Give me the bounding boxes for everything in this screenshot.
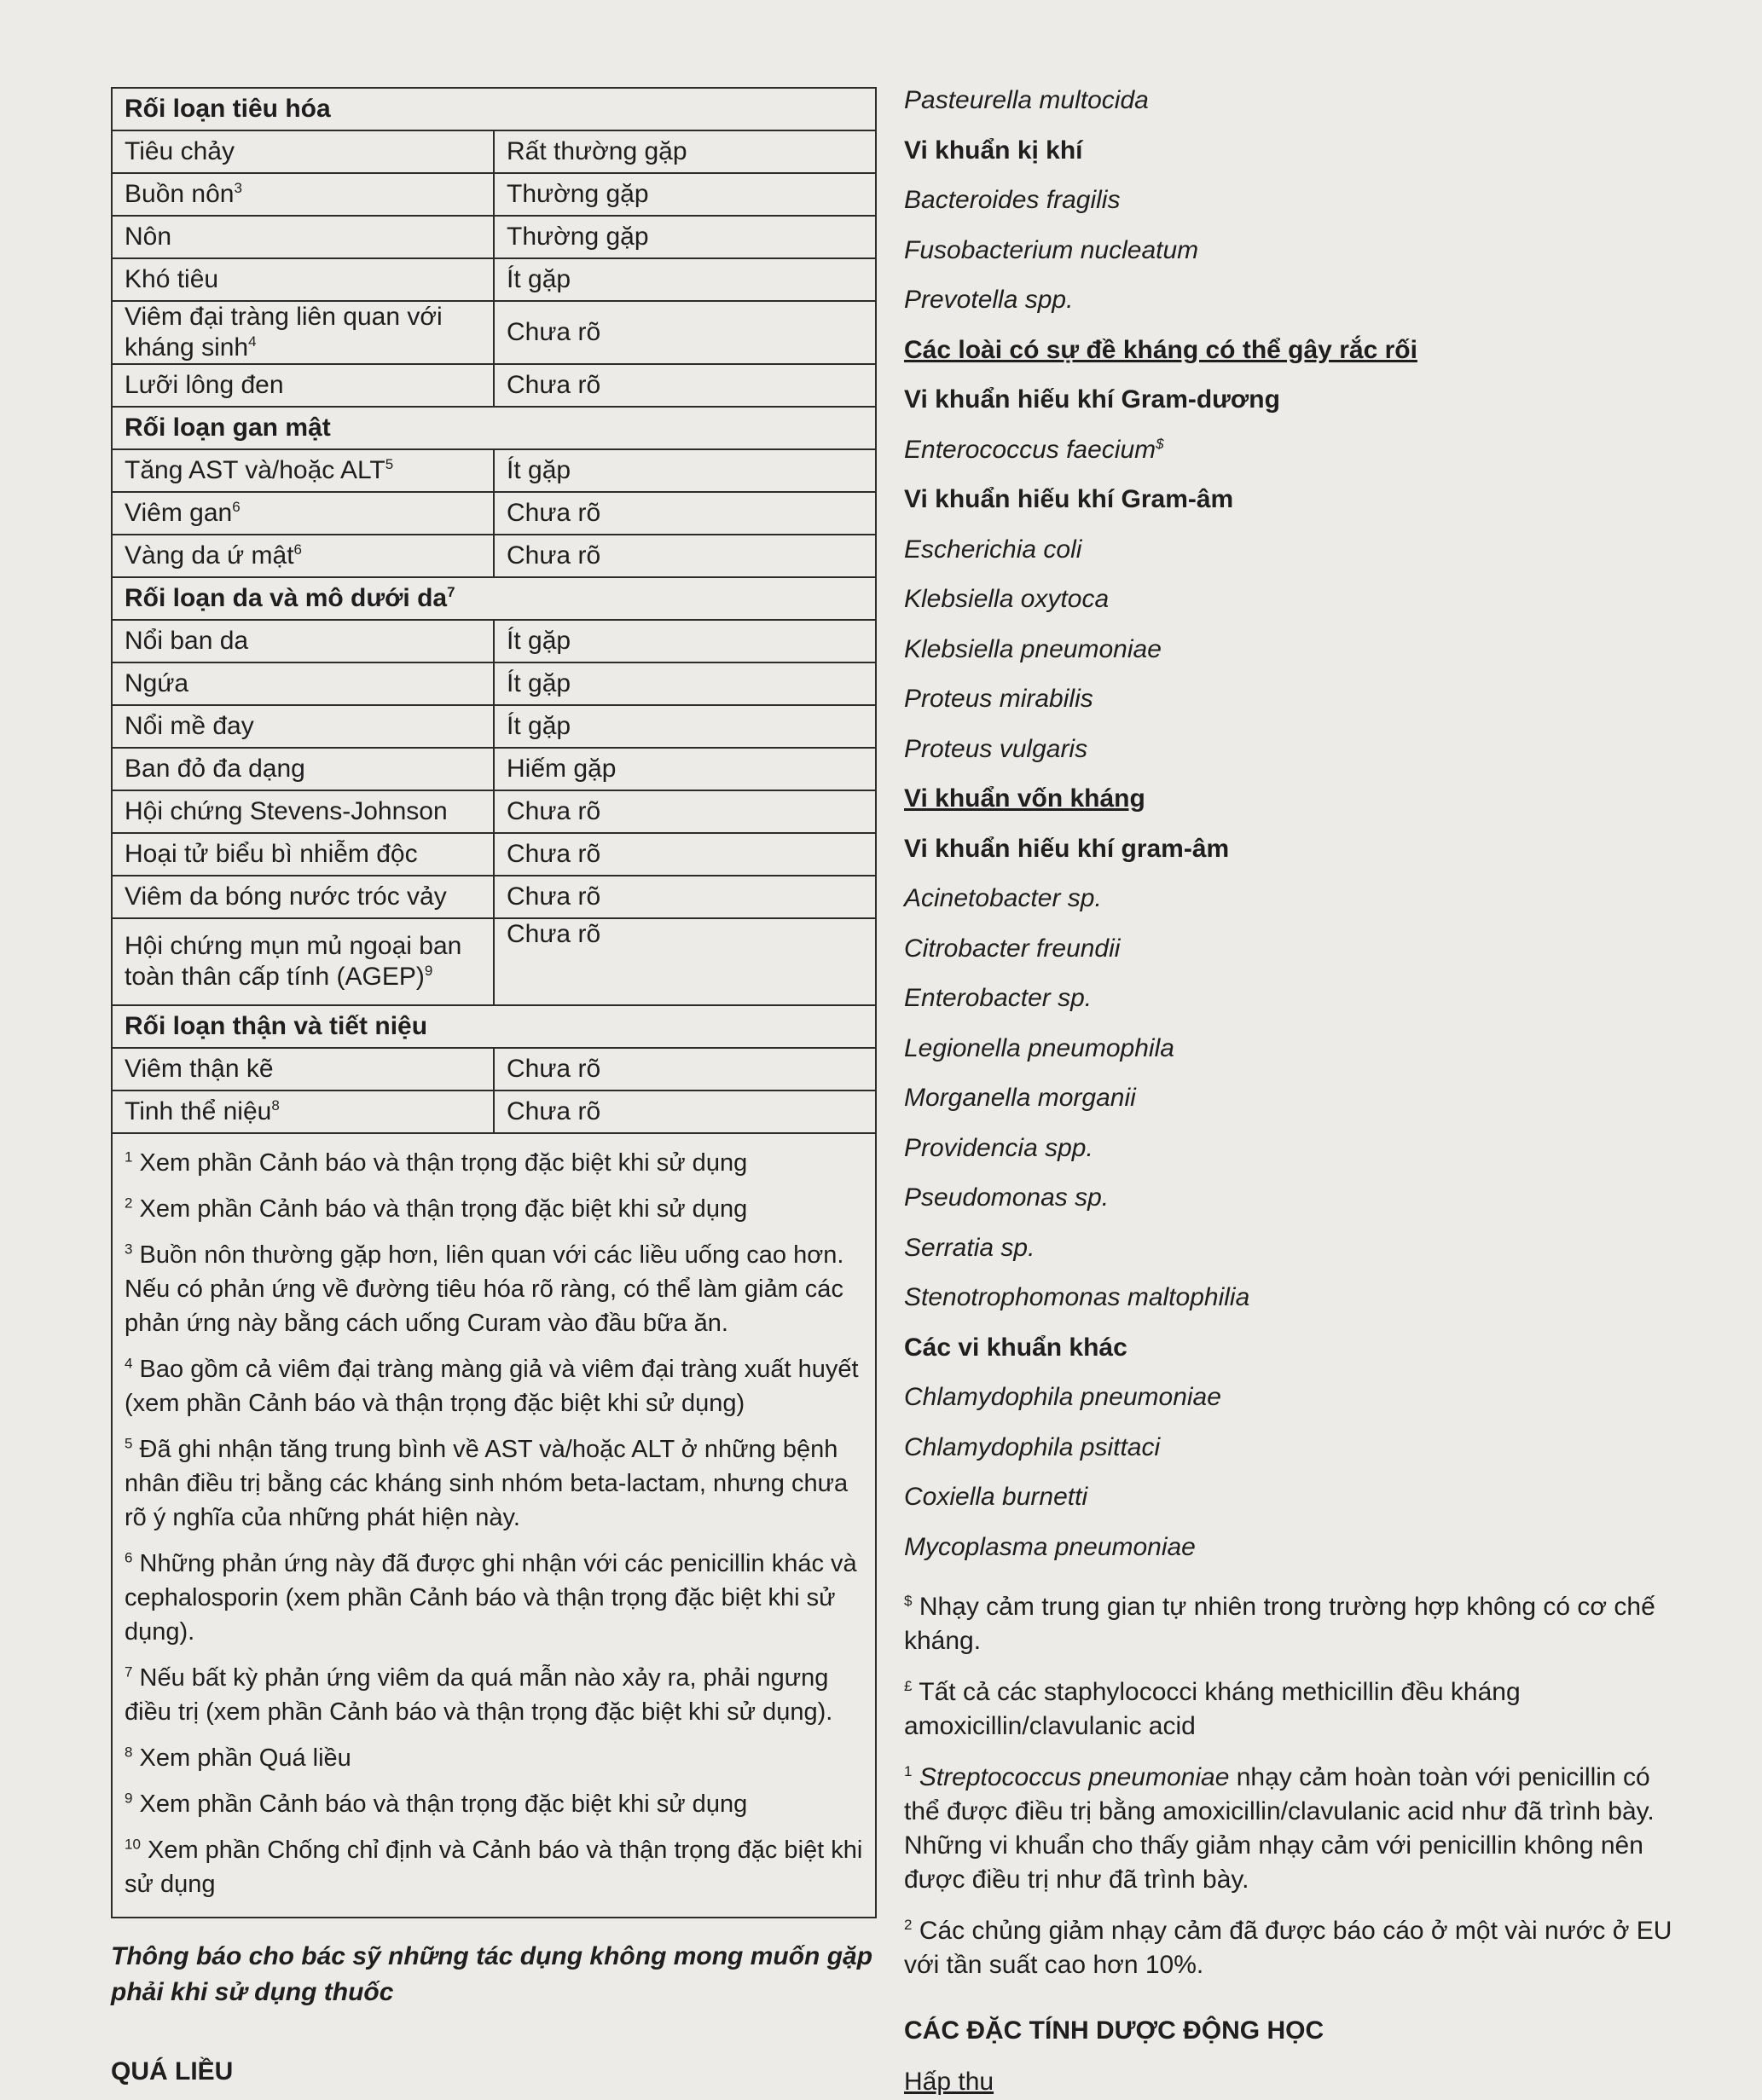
effect-name: Buồn nôn$^3$ bbox=[112, 173, 494, 216]
list-item: Acinetobacter sp. bbox=[904, 884, 1102, 912]
footnote: $^3$ Buồn nôn thường gặp hơn, liên quan với các liều uống cao hơn. Nếu có phản ứng về đường tiêu hóa rõ ràng, có thể làm giảm các phản ứng này bằng cách uống Curam vào đầu bữa ăn. bbox=[125, 1241, 844, 1337]
right-column bbox=[904, 85, 1676, 2097]
list-item: Klebsiella pneumoniae bbox=[904, 634, 1162, 663]
bacteria-notes bbox=[904, 1590, 1676, 1982]
effect-name: Hội chứng Stevens-Johnson bbox=[112, 790, 494, 833]
table-row bbox=[112, 364, 876, 407]
table-section-header bbox=[112, 407, 876, 449]
table-row bbox=[112, 535, 876, 577]
effect-name: Nổi ban da bbox=[112, 620, 494, 662]
list-item: Vi khuẩn hiếu khí Gram-âm bbox=[904, 485, 1234, 513]
list-item: Vi khuẩn vốn kháng bbox=[904, 784, 1145, 813]
list-item: Vi khuẩn hiếu khí gram-âm bbox=[904, 834, 1230, 863]
table-row bbox=[112, 705, 876, 748]
footnotes-cell bbox=[112, 1133, 876, 1918]
table-section-header bbox=[112, 88, 876, 130]
footnote: $^6$ Những phản ứng này đã được ghi nhận với các penicillin khác và cephalosporin (xem phần Cảnh báo và thận trọng đặc biệt khi sử dụng). bbox=[125, 1549, 857, 1646]
table-row bbox=[112, 833, 876, 876]
list-item: Morganella morganii bbox=[904, 1084, 1136, 1112]
list-item: Mycoplasma pneumoniae bbox=[904, 1532, 1196, 1561]
effect-frequency: Chưa rõ bbox=[494, 1090, 876, 1133]
list-item: Prevotella spp. bbox=[904, 286, 1074, 314]
list-item: Chlamydophila pneumoniae bbox=[904, 1383, 1221, 1411]
list-item: Pseudomonas sp. bbox=[904, 1183, 1110, 1212]
list-item: Chlamydophila psittaci bbox=[904, 1432, 1161, 1461]
effect-name: Tiêu chảy bbox=[112, 130, 494, 173]
list-item: Providencia spp. bbox=[904, 1133, 1093, 1162]
effect-name: Nôn bbox=[112, 216, 494, 258]
table-row bbox=[112, 1048, 876, 1090]
effect-name: Vàng da ứ mật$^6$ bbox=[112, 535, 494, 577]
footnote: $^7$ Nếu bất kỳ phản ứng viêm da quá mẫn nào xảy ra, phải ngưng điều trị (xem phần Cảnh báo và thận trọng đặc biệt khi sử dụng). bbox=[125, 1663, 833, 1726]
effect-frequency: Chưa rõ bbox=[494, 790, 876, 833]
effect-frequency: Chưa rõ bbox=[494, 301, 876, 364]
footnote: $^8$ Xem phần Quá liều bbox=[125, 1744, 351, 1772]
list-item: Các loài có sự đề kháng có thể gây rắc rối bbox=[904, 335, 1417, 364]
effect-name: Ngứa bbox=[112, 662, 494, 705]
pharmacokinetics-heading: CÁC ĐẶC TÍNH DƯỢC ĐỘNG HỌC bbox=[904, 2016, 1324, 2045]
list-item: Fusobacterium nucleatum bbox=[904, 235, 1199, 264]
table-row bbox=[112, 301, 876, 364]
table-row bbox=[112, 173, 876, 216]
effect-frequency: Thường gặp bbox=[494, 216, 876, 258]
effect-frequency: Chưa rõ bbox=[494, 918, 876, 1005]
section-title: Rối loạn da và mô dưới $da^7$ bbox=[112, 577, 876, 620]
footnote: $^1$ Xem phần Cảnh báo và thận trọng đặc biệt khi sử dụng bbox=[125, 1148, 748, 1177]
table-row bbox=[112, 258, 876, 301]
list-item: Vi khuẩn hiếu khí Gram-dương bbox=[904, 385, 1280, 414]
effect-name: Viêm gan$^6$ bbox=[112, 492, 494, 535]
effect-frequency: Chưa rõ bbox=[494, 364, 876, 407]
table-section-header bbox=[112, 577, 876, 620]
effect-name: Viêm đại tràng liên quan với kháng $\sinh^4$ bbox=[112, 301, 494, 364]
footnote: $^2$ Các chủng giảm nhạy cảm đã được báo cáo ở một vài nước ở EU với tần suất cao hơn 10%. bbox=[904, 1917, 1672, 1979]
effect-name: Hoại tử biểu bì nhiễm độc bbox=[112, 833, 494, 876]
footnote: $^{10}$ Xem phần Chống chỉ định và Cảnh báo và thận trọng đặc biệt khi sử dụng bbox=[125, 1836, 863, 1898]
table-row bbox=[112, 918, 876, 1005]
list-item: Legionella pneumophila bbox=[904, 1033, 1174, 1062]
effect-name: Hội chứng mụn mủ ngoại ban toàn thân cấp tính (AGEP)$^9$ bbox=[112, 918, 494, 1005]
report-warning: Thông báo cho bác sỹ những tác dụng không mong muốn gặp phải khi sử dụng thuốc bbox=[111, 1942, 873, 2006]
effect-frequency: Ít gặp bbox=[494, 620, 876, 662]
effect-frequency: Thường gặp bbox=[494, 173, 876, 216]
absorption-heading: Hấp thu bbox=[904, 2068, 994, 2096]
effect-name: Tinh thể niệu$^8$ bbox=[112, 1090, 494, 1133]
list-item: Proteus mirabilis bbox=[904, 685, 1093, 713]
table-row bbox=[112, 492, 876, 535]
table-row bbox=[112, 620, 876, 662]
table-row bbox=[112, 216, 876, 258]
footnote: $^1$ Streptococcus pneumoniae nhạy cảm hoàn toàn với penicillin có thể được điều trị bằng amoxicillin/clavulanic acid như đã trình bày. Những vi khuẩn cho thấy giảm nhạy cảm với penicillin không nên được điều trị như đã trình bày. bbox=[904, 1763, 1655, 1894]
table-row bbox=[112, 1090, 876, 1133]
effect-name: Viêm thận kẽ bbox=[112, 1048, 494, 1090]
table-section-header bbox=[112, 1005, 876, 1048]
effect-frequency: Chưa rõ bbox=[494, 492, 876, 535]
effect-frequency: Chưa rõ bbox=[494, 876, 876, 918]
footnote: $^2$ Xem phần Cảnh báo và thận trọng đặc biệt khi sử dụng bbox=[125, 1195, 748, 1223]
list-item: Coxiella burnetti bbox=[904, 1483, 1088, 1511]
list-item: Stenotrophomonas maltophilia bbox=[904, 1283, 1250, 1311]
effect-name: Nổi mề đay bbox=[112, 705, 494, 748]
list-item: Bacteroides fragilis bbox=[904, 186, 1121, 214]
effect-frequency: Chưa rõ bbox=[494, 833, 876, 876]
left-column bbox=[111, 87, 877, 2010]
table-row bbox=[112, 662, 876, 705]
list-item: Serratia sp. bbox=[904, 1233, 1035, 1262]
list-item: Pasteurella multocida bbox=[904, 86, 1149, 114]
effect-frequency: Ít gặp bbox=[494, 449, 876, 492]
section-title: Rối loạn gan mật bbox=[112, 407, 876, 449]
effect-frequency: Ít gặp bbox=[494, 258, 876, 301]
effect-name: Tăng AST và/hoặc ALT$^5$ bbox=[112, 449, 494, 492]
footnote: $^9$ Xem phần Cảnh báo và thận trọng đặc biệt khi sử dụng bbox=[125, 1790, 748, 1818]
list-item: Citrobacter freundii bbox=[904, 934, 1121, 963]
effect-frequency: Rất thường gặp bbox=[494, 130, 876, 173]
list-item: Các vi khuẩn khác bbox=[904, 1333, 1127, 1362]
effect-frequency: Ít gặp bbox=[494, 705, 876, 748]
table-row bbox=[112, 790, 876, 833]
footnote: $ Nhạy cảm trung gian tự nhiên trong trường hợp không có cơ chế kháng. bbox=[904, 1593, 1655, 1655]
list-item: Vi khuẩn kị khí bbox=[904, 136, 1083, 165]
footnote: $^5$ Đã ghi nhận tăng trung bình về AST và/hoặc ALT ở những bệnh nhân điều trị bằng các kháng sinh nhóm beta-lactam, nhưng chưa rõ ý nghĩa của những phát hiện này. bbox=[125, 1435, 849, 1531]
effect-frequency: Chưa rõ bbox=[494, 1048, 876, 1090]
footnote: $^4$ Bao gồm cả viêm đại tràng màng giả và viêm đại tràng xuất huyết (xem phần Cảnh báo và thận trọng đặc biệt khi sử dụng) bbox=[125, 1355, 859, 1417]
footnotes-row bbox=[112, 1133, 876, 1918]
footnote: £ Tất cả các staphylococci kháng methicillin đều kháng amoxicillin/clavulanic acid bbox=[904, 1678, 1521, 1740]
table-row bbox=[112, 876, 876, 918]
bacteria-list bbox=[904, 85, 1676, 1582]
list-item: Escherichia coli bbox=[904, 535, 1082, 564]
list-item: Enterobacter sp. bbox=[904, 984, 1093, 1012]
effect-frequency: Hiếm gặp bbox=[494, 748, 876, 790]
effect-name: Ban đỏ đa dạng bbox=[112, 748, 494, 790]
table-row bbox=[112, 130, 876, 173]
effect-name: Lưỡi lông đen bbox=[112, 364, 494, 407]
overdose-heading: QUÁ LIỀU bbox=[111, 2057, 234, 2086]
effect-name: Khó tiêu bbox=[112, 258, 494, 301]
list-item: Enterococcus faecium$ bbox=[904, 435, 1164, 464]
adverse-effects-table bbox=[111, 87, 877, 1918]
table-row bbox=[112, 449, 876, 492]
effect-frequency: Ít gặp bbox=[494, 662, 876, 705]
section-title: Rối loạn tiêu hóa bbox=[112, 88, 876, 130]
list-item: Proteus vulgaris bbox=[904, 734, 1088, 763]
section-title: Rối loạn thận và tiết niệu bbox=[112, 1005, 876, 1048]
effect-frequency: Chưa rõ bbox=[494, 535, 876, 577]
list-item: Klebsiella oxytoca bbox=[904, 585, 1110, 613]
effect-name: Viêm da bóng nước tróc vảy bbox=[112, 876, 494, 918]
table-row bbox=[112, 748, 876, 790]
